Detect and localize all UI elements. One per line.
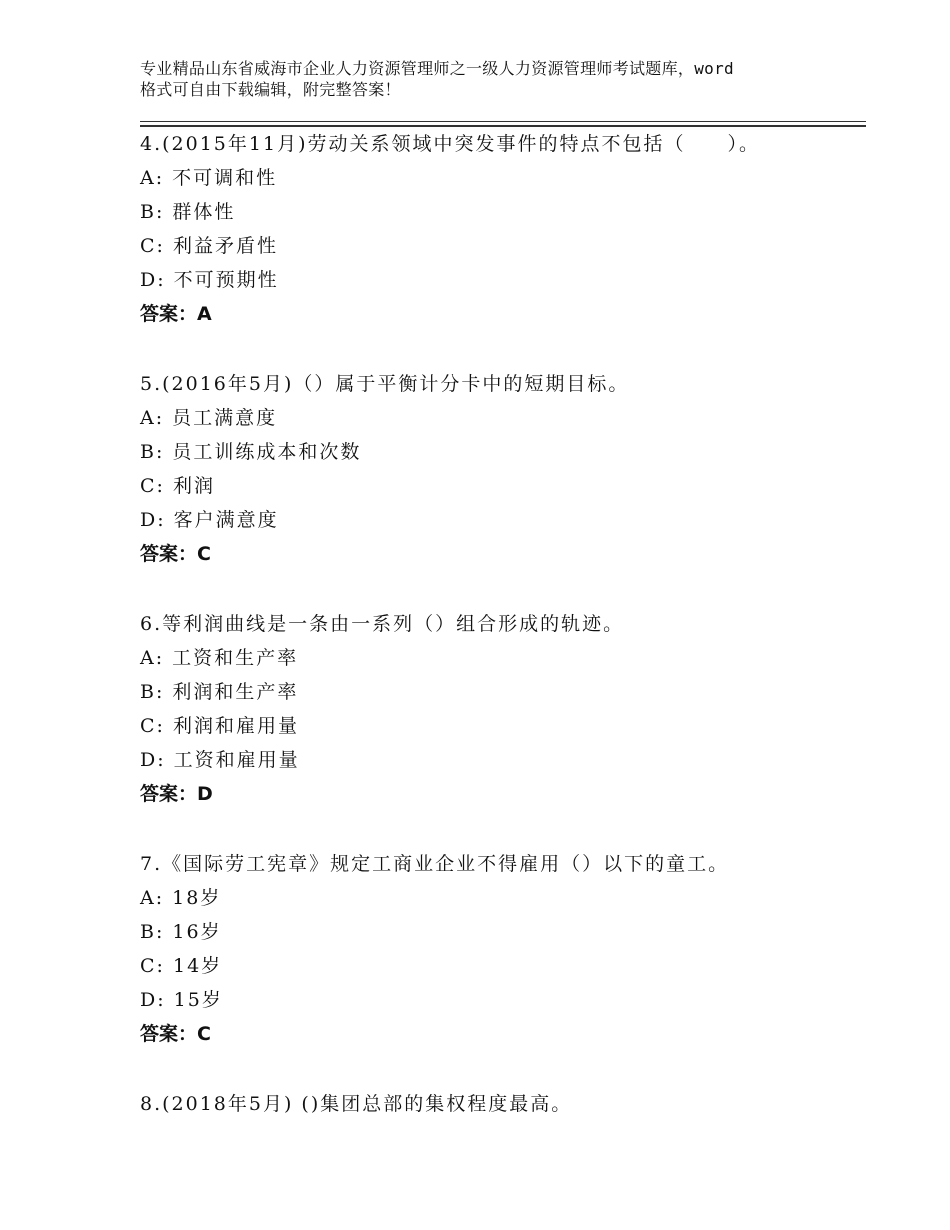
- header-line-2: 格式可自由下载编辑，附完整答案！: [140, 80, 401, 99]
- option-b: B: 16岁: [140, 921, 222, 943]
- answer-line: 答案：D: [140, 783, 213, 805]
- answer-line: 答案：C: [140, 1023, 211, 1045]
- option-b: B: 利润和生产率: [140, 681, 299, 703]
- option-c: C: 利益矛盾性: [140, 235, 278, 257]
- answer-line: 答案：C: [140, 543, 211, 565]
- page-header: [140, 58, 840, 100]
- option-b: B: 群体性: [140, 201, 236, 223]
- option-d: D: 不可预期性: [140, 269, 279, 291]
- question-text: 4.(2015年11月)劳动关系领域中突发事件的特点不包括（ ）。: [140, 133, 760, 155]
- option-d: D: 15岁: [140, 989, 223, 1011]
- question-text: 6.等利润曲线是一条由一系列（）组合形成的轨迹。: [140, 613, 625, 635]
- option-a: A: 员工满意度: [140, 407, 278, 429]
- question-text: 7.《国际劳工宪章》规定工商业企业不得雇用（）以下的童工。: [140, 853, 730, 875]
- option-d: D: 工资和雇用量: [140, 749, 300, 771]
- header-line-1: 专业精品山东省威海市企业人力资源管理师之一级人力资源管理师考试题库，word: [140, 59, 734, 78]
- option-a: A: 18岁: [140, 887, 222, 909]
- option-a: A: 不可调和性: [140, 167, 278, 189]
- option-c: C: 利润和雇用量: [140, 715, 299, 737]
- option-c: C: 14岁: [140, 955, 223, 977]
- answer-line: 答案：A: [140, 303, 212, 325]
- question-8: [140, 1087, 866, 1121]
- option-b: B: 员工训练成本和次数: [140, 441, 362, 463]
- question-list: [140, 127, 866, 1157]
- question-7: [140, 847, 866, 1051]
- question-text: 8.(2018年5月) ()集团总部的集权程度最高。: [140, 1093, 573, 1115]
- question-4: [140, 127, 866, 331]
- header-divider-thin: [140, 121, 866, 122]
- question-6: [140, 607, 866, 811]
- option-d: D: 客户满意度: [140, 509, 279, 531]
- question-text: 5.(2016年5月)（）属于平衡计分卡中的短期目标。: [140, 373, 630, 395]
- question-5: [140, 367, 866, 571]
- option-c: C: 利润: [140, 475, 215, 497]
- option-a: A: 工资和生产率: [140, 647, 299, 669]
